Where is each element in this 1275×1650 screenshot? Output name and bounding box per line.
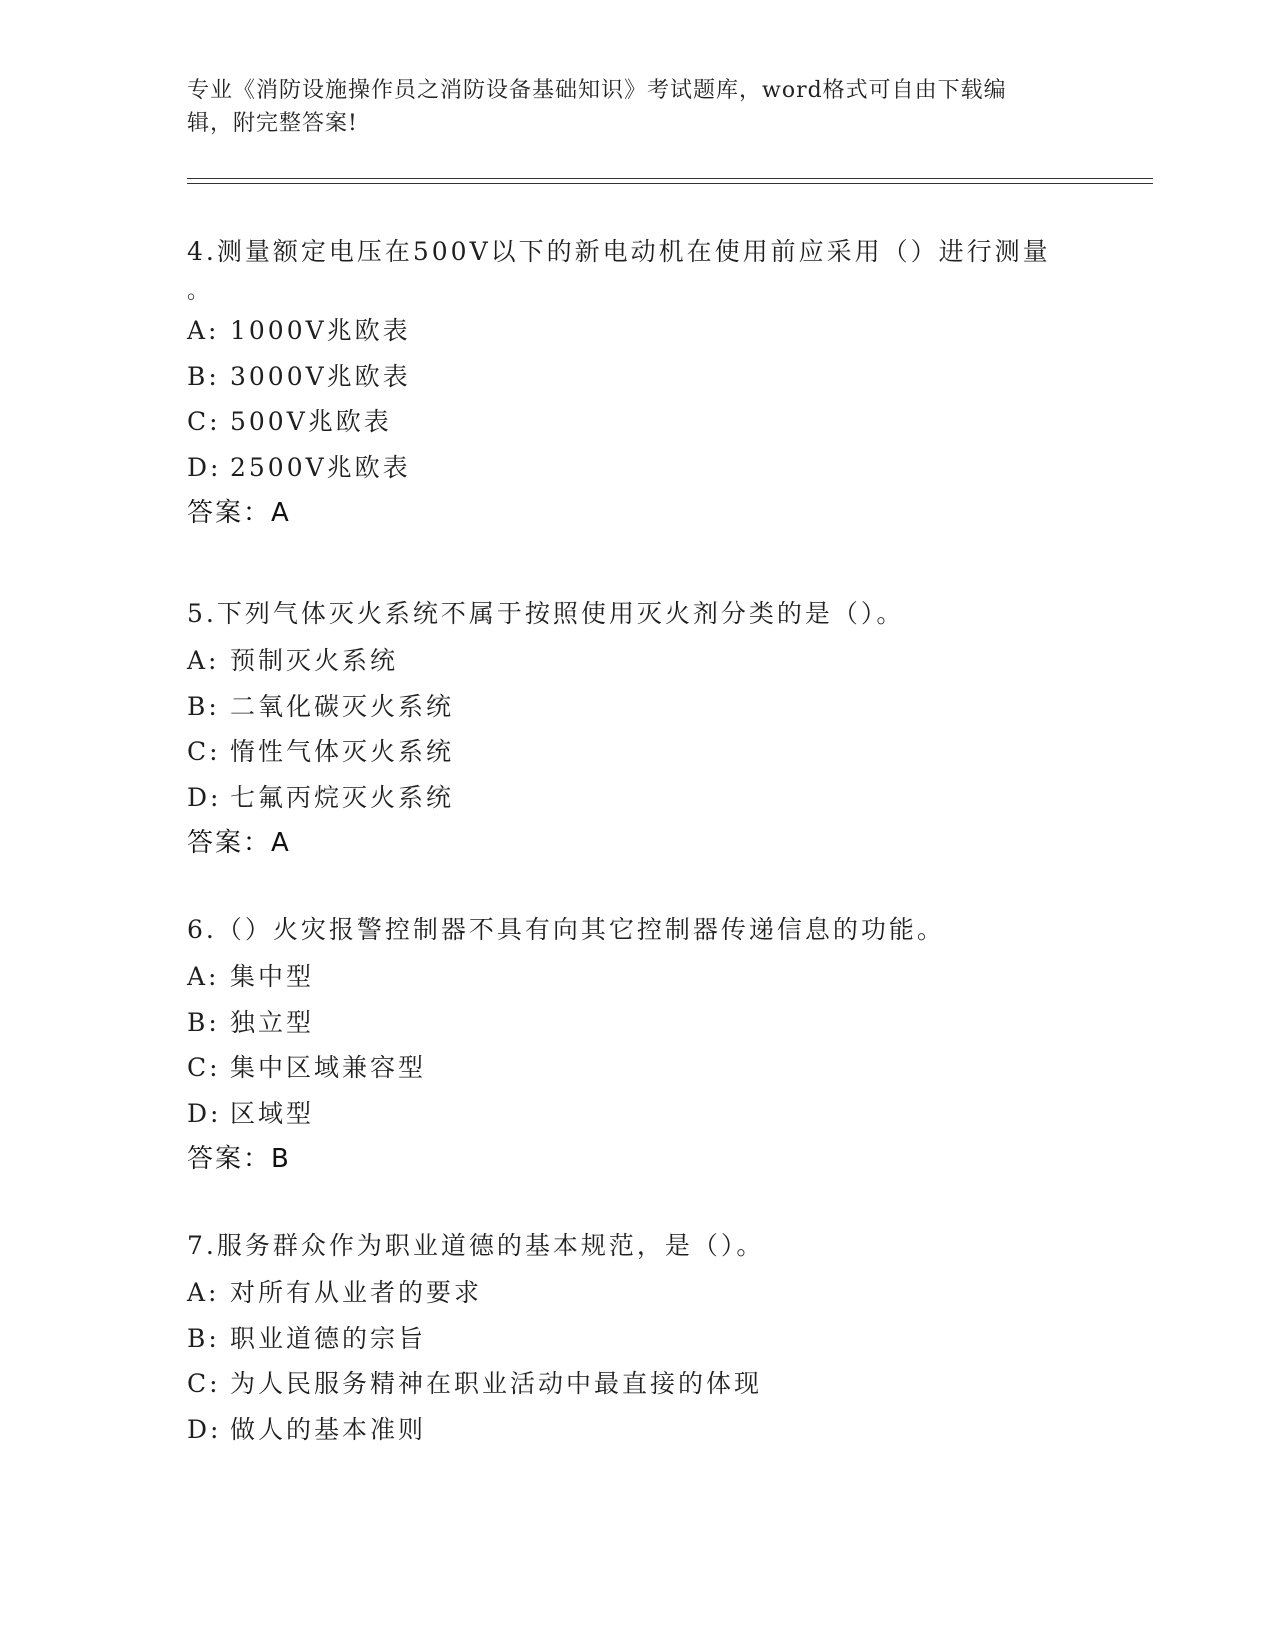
option-letter: B: <box>187 361 220 391</box>
option-a <box>187 638 1107 684</box>
option-letter: D: <box>187 452 222 482</box>
option-text: 集中型 <box>230 962 315 991</box>
option-letter: C: <box>187 1053 221 1082</box>
option-b <box>187 1000 1107 1046</box>
answer-line: 答案：A <box>187 828 291 858</box>
option-letter: B: <box>187 1007 220 1037</box>
document-header <box>187 74 1067 140</box>
option-d <box>187 775 1107 821</box>
option-text: 为人民服务精神在职业活动中最直接的体现 <box>230 1369 763 1398</box>
header-divider-top <box>187 178 1153 179</box>
option-text: 3000V兆欧表 <box>230 361 411 391</box>
question-stem-text: 6.（）火灾报警控制器不具有向其它控制器传递信息的功能。 <box>187 915 945 944</box>
option-a <box>187 308 1107 354</box>
question-4 <box>187 228 1107 536</box>
option-letter: A: <box>187 646 220 675</box>
option-d <box>187 445 1107 491</box>
option-letter: A: <box>187 962 220 991</box>
option-text: 区域型 <box>230 1098 315 1128</box>
question-stem <box>187 906 1107 954</box>
option-text: 七氟丙烷灭火系统 <box>230 782 455 812</box>
option-a <box>187 954 1107 1000</box>
option-text: 惰性气体灭火系统 <box>230 737 455 766</box>
option-letter: A: <box>187 1278 220 1307</box>
question-6 <box>187 906 1107 1182</box>
option-d <box>187 1407 1107 1453</box>
header-line-2: 辑，附完整答案! <box>187 111 358 136</box>
option-b <box>187 1316 1107 1362</box>
question-7 <box>187 1222 1107 1452</box>
header-divider-bottom <box>187 183 1153 184</box>
question-stem-continuation: 。 <box>187 279 213 304</box>
option-a <box>187 1270 1107 1316</box>
question-stem <box>187 590 1107 638</box>
option-text: 职业道德的宗旨 <box>230 1323 427 1353</box>
option-text: 500V兆欧表 <box>230 407 392 436</box>
option-letter: D: <box>187 1414 222 1444</box>
question-stem-text: 7.服务群众作为职业道德的基本规范，是（）。 <box>187 1231 765 1260</box>
option-b <box>187 684 1107 730</box>
question-stem <box>187 228 1107 308</box>
option-text: 1000V兆欧表 <box>230 316 411 345</box>
option-c <box>187 1045 1107 1091</box>
option-letter: B: <box>187 1323 220 1353</box>
option-c <box>187 729 1107 775</box>
answer-line: 答案：A <box>187 498 291 528</box>
option-c <box>187 399 1107 445</box>
option-letter: C: <box>187 407 221 436</box>
option-letter: B: <box>187 691 220 721</box>
option-c <box>187 1361 1107 1407</box>
question-5 <box>187 590 1107 866</box>
question-stem-text: 4.测量额定电压在500V以下的新电动机在使用前应采用（）进行测量 <box>187 237 1051 266</box>
option-letter: C: <box>187 737 221 766</box>
header-line-1: 专业《消防设施操作员之消防设备基础知识》考试题库，word格式可自由下载编 <box>187 78 1007 103</box>
option-text: 2500V兆欧表 <box>230 452 411 482</box>
answer-line: 答案：B <box>187 1144 291 1174</box>
option-letter: D: <box>187 782 222 812</box>
option-letter: C: <box>187 1369 221 1398</box>
option-text: 预制灭火系统 <box>230 646 399 675</box>
option-text: 对所有从业者的要求 <box>230 1278 483 1307</box>
option-b <box>187 354 1107 400</box>
option-letter: D: <box>187 1098 222 1128</box>
option-letter: A: <box>187 316 220 345</box>
option-text: 独立型 <box>230 1007 315 1037</box>
option-text: 集中区域兼容型 <box>230 1053 427 1082</box>
option-d <box>187 1091 1107 1137</box>
option-text: 二氧化碳灭火系统 <box>230 691 455 721</box>
question-stem <box>187 1222 1107 1270</box>
option-text: 做人的基本准则 <box>230 1414 427 1444</box>
question-stem-text: 5.下列气体灭火系统不属于按照使用灭火剂分类的是（）。 <box>187 599 905 628</box>
